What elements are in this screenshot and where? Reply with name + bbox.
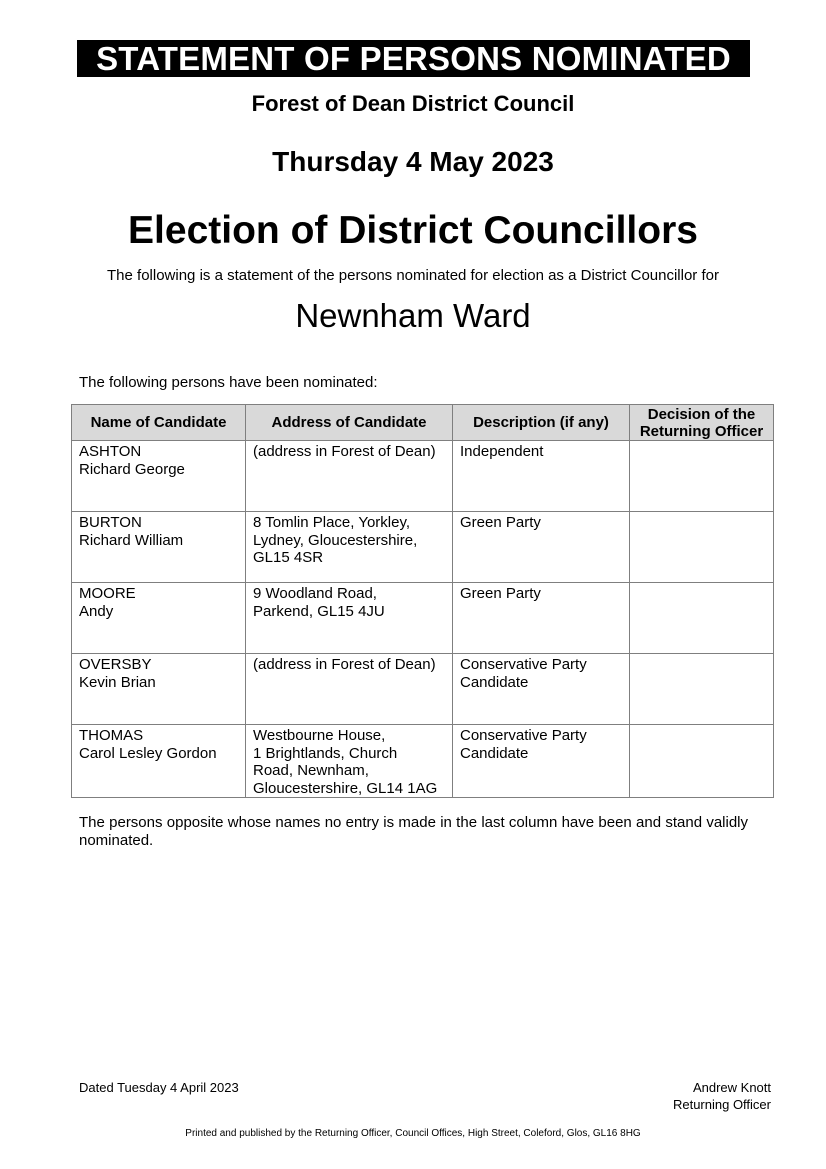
description-line: Green Party <box>460 514 541 531</box>
candidate-address-cell <box>246 654 453 725</box>
table-row <box>72 441 774 512</box>
dated-line: Dated Tuesday 4 April 2023 <box>79 1080 239 1095</box>
column-header-decision: Decision of the Returning Officer <box>630 405 774 441</box>
table-header-row <box>72 405 774 441</box>
address-line: GL15 4SR <box>253 549 324 566</box>
description-line: Green Party <box>460 585 541 602</box>
description-line: Candidate <box>460 744 529 762</box>
candidate-description-cell <box>453 725 630 798</box>
table-row <box>72 654 774 725</box>
decision-cell <box>630 654 774 725</box>
address-line: 8 Tomlin Place, Yorkley, <box>253 514 411 531</box>
candidate-description-cell <box>453 583 630 654</box>
table-row <box>72 583 774 654</box>
column-header-name: Name of Candidate <box>72 405 246 441</box>
candidate-address-cell <box>246 725 453 798</box>
candidate-name-cell <box>72 654 246 725</box>
nominated-label: The following persons have been nominated: <box>79 374 378 391</box>
candidate-surname: THOMAS <box>79 727 144 744</box>
description-line: Conservative Party <box>460 656 587 673</box>
candidate-name-cell <box>72 512 246 583</box>
candidate-forenames: Andy <box>79 602 114 620</box>
election-date: Thursday 4 May 2023 <box>272 146 554 177</box>
decision-cell <box>630 512 774 583</box>
returning-officer-block <box>673 1080 771 1113</box>
address-line: 1 Brightlands, Church <box>253 744 398 762</box>
description-line: Independent <box>460 443 544 460</box>
address-line: 9 Woodland Road, <box>253 585 377 602</box>
candidate-surname: MOORE <box>79 585 136 602</box>
address-line: Gloucestershire, GL14 1AG <box>253 779 438 797</box>
intro-text: The following is a statement of the persons nominated for election as a District Councillor for <box>107 267 719 284</box>
candidate-description-cell <box>453 441 630 512</box>
address-line: Parkend, GL15 4JU <box>253 602 385 620</box>
address-line: (address in Forest of Dean) <box>253 656 436 673</box>
election-title: Election of District Councillors <box>128 209 698 252</box>
address-line: Westbourne House, <box>253 727 386 744</box>
column-header-address: Address of Candidate <box>246 405 453 441</box>
candidate-description-cell <box>453 654 630 725</box>
candidate-surname: ASHTON <box>79 443 142 460</box>
address-line: Lydney, Gloucestershire, <box>253 531 418 549</box>
description-line: Candidate <box>460 673 529 691</box>
address-line: Road, Newnham, <box>253 762 369 779</box>
officer-title: Returning Officer <box>672 1096 771 1112</box>
imprint-line: Printed and published by the Returning Officer, Council Offices, High Street, Coleford, Glos, GL16 8HG <box>185 1128 641 1139</box>
candidate-forenames: Kevin Brian <box>79 673 156 691</box>
council-name: Forest of Dean District Council <box>251 91 575 116</box>
officer-name: Andrew Knott <box>692 1080 771 1095</box>
candidate-surname: BURTON <box>79 514 142 531</box>
nomination-footnote: The persons opposite whose names no entry is made in the last column have been and stand validly nominated. <box>79 814 748 849</box>
candidate-address-cell <box>246 512 453 583</box>
table-row <box>72 512 774 583</box>
column-header-description: Description (if any) <box>453 405 630 441</box>
candidate-name-cell <box>72 583 246 654</box>
candidate-address-cell <box>246 441 453 512</box>
candidate-name-cell <box>72 441 246 512</box>
ward-name: Newnham Ward <box>295 297 531 334</box>
decision-cell <box>630 441 774 512</box>
address-line: (address in Forest of Dean) <box>253 443 436 460</box>
candidate-forenames: Richard George <box>79 460 185 478</box>
candidates-table-body <box>72 441 774 798</box>
decision-cell <box>630 725 774 798</box>
document-banner: STATEMENT OF PERSONS NOMINATED <box>77 40 750 77</box>
candidate-forenames: Richard William <box>79 531 184 549</box>
table-row <box>72 725 774 798</box>
candidate-forenames: Carol Lesley Gordon <box>79 744 217 762</box>
candidate-surname: OVERSBY <box>79 656 152 673</box>
candidate-name-cell <box>72 725 246 798</box>
candidate-description-cell <box>453 512 630 583</box>
description-line: Conservative Party <box>460 727 587 744</box>
candidate-address-cell <box>246 583 453 654</box>
candidates-table <box>71 404 774 798</box>
decision-cell <box>630 583 774 654</box>
